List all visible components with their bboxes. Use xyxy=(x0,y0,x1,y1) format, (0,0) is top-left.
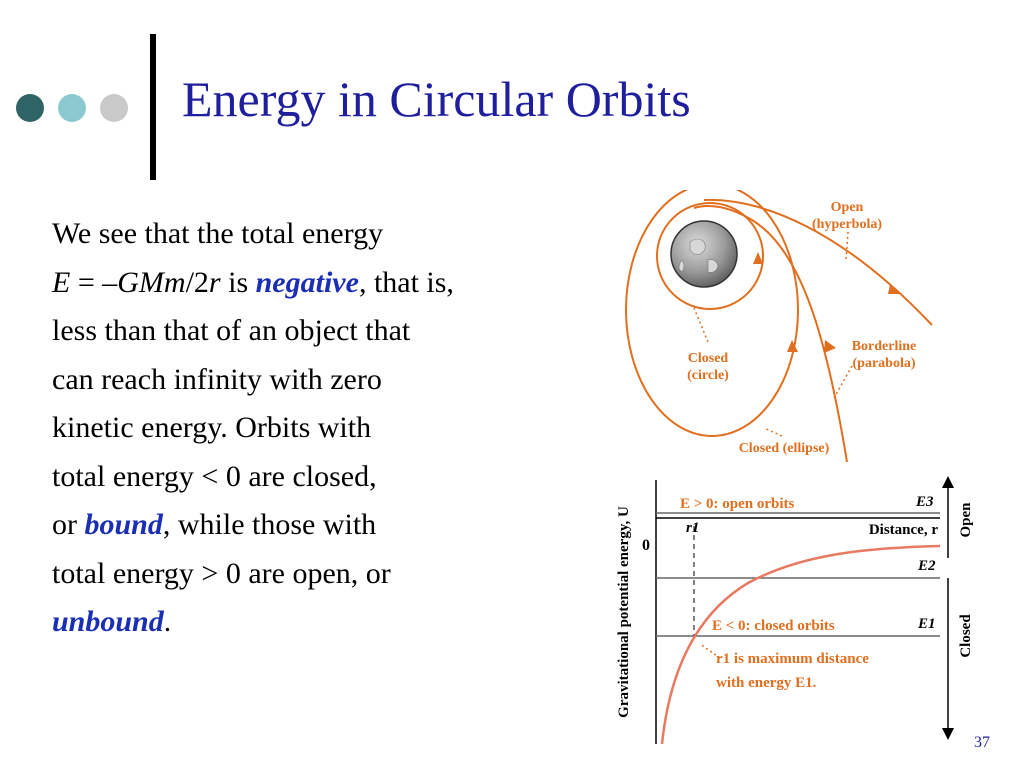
dot-teal xyxy=(58,94,86,122)
potential-curve xyxy=(662,546,940,744)
equals-minus: = – xyxy=(70,265,118,299)
distance-label: Distance, r xyxy=(868,522,938,538)
body-line-6: total energy < 0 are closed, xyxy=(52,459,377,493)
body-paragraph xyxy=(52,210,612,647)
dot-dark xyxy=(16,94,44,122)
slash-two: /2 xyxy=(185,265,209,299)
body-line-7-rest: , while those with xyxy=(162,508,377,541)
dot-gray xyxy=(100,94,128,122)
arrow-ellipse xyxy=(787,340,798,352)
body-line-9 xyxy=(52,598,612,647)
arrow-circle xyxy=(753,252,763,264)
body-line-2 xyxy=(52,259,612,308)
e1-tag: E1 xyxy=(918,616,936,632)
decorative-dots xyxy=(16,94,128,122)
symbol-GMm: GMm xyxy=(117,265,186,299)
word-or: or xyxy=(52,508,85,541)
open-label: Open xyxy=(830,200,864,215)
word-is: is xyxy=(220,265,256,299)
leader-circle xyxy=(694,308,708,342)
energy-diagram xyxy=(608,468,980,748)
note-line-1: r1 is maximum distance xyxy=(716,651,869,667)
leader-borderline xyxy=(834,366,852,398)
symbol-E: E xyxy=(52,265,71,299)
body-line-8: total energy > 0 are open, or xyxy=(52,556,391,590)
closed-ellipse-label: Closed (ellipse) xyxy=(738,441,830,456)
orbit-diagram xyxy=(612,190,952,462)
closed-side-label: Closed xyxy=(958,614,974,658)
body-line-1: We see that the total energy xyxy=(52,217,384,250)
e2-tag: E2 xyxy=(918,558,936,574)
earth-icon xyxy=(671,221,737,287)
body-line-4: can reach infinity with zero xyxy=(52,362,382,396)
leader-open xyxy=(846,232,848,260)
body-line-2-rest: , that is, xyxy=(358,265,454,299)
open-side-label: Open xyxy=(958,502,974,538)
note-line-2: with energy E1. xyxy=(716,675,817,691)
body-line-9-rest: . xyxy=(163,605,172,638)
keyword-bound: bound xyxy=(84,508,163,541)
keyword-unbound: unbound xyxy=(52,605,164,638)
e3-tag: E3 xyxy=(916,494,934,510)
arrow-parabola xyxy=(824,340,836,353)
r1-label: r1 xyxy=(686,520,700,536)
title-divider xyxy=(150,34,156,180)
body-line-5: kinetic energy. Orbits with xyxy=(52,411,372,444)
leader-ellipse xyxy=(764,428,782,436)
y-axis-label: Gravitational potential energy, U xyxy=(616,506,632,718)
hyperbola-label: (hyperbola) xyxy=(812,217,882,232)
borderline-label: Borderline xyxy=(851,339,917,354)
e3-label: E > 0: open orbits xyxy=(680,496,795,512)
slide-title: Energy in Circular Orbits xyxy=(182,71,691,127)
circle-label: (circle) xyxy=(687,368,729,383)
symbol-r: r xyxy=(208,265,221,299)
page-number: 37 xyxy=(974,734,990,751)
body-line-7 xyxy=(52,501,612,550)
arrow-hyperbola xyxy=(888,284,902,294)
zero-label: 0 xyxy=(642,537,650,554)
closed-circle-label: Closed xyxy=(687,351,729,366)
body-line-3: less than that of an object that xyxy=(52,314,411,347)
keyword-negative: negative xyxy=(255,265,359,299)
e1-label: E < 0: closed orbits xyxy=(712,618,835,634)
parabola-label: (parabola) xyxy=(852,356,916,371)
